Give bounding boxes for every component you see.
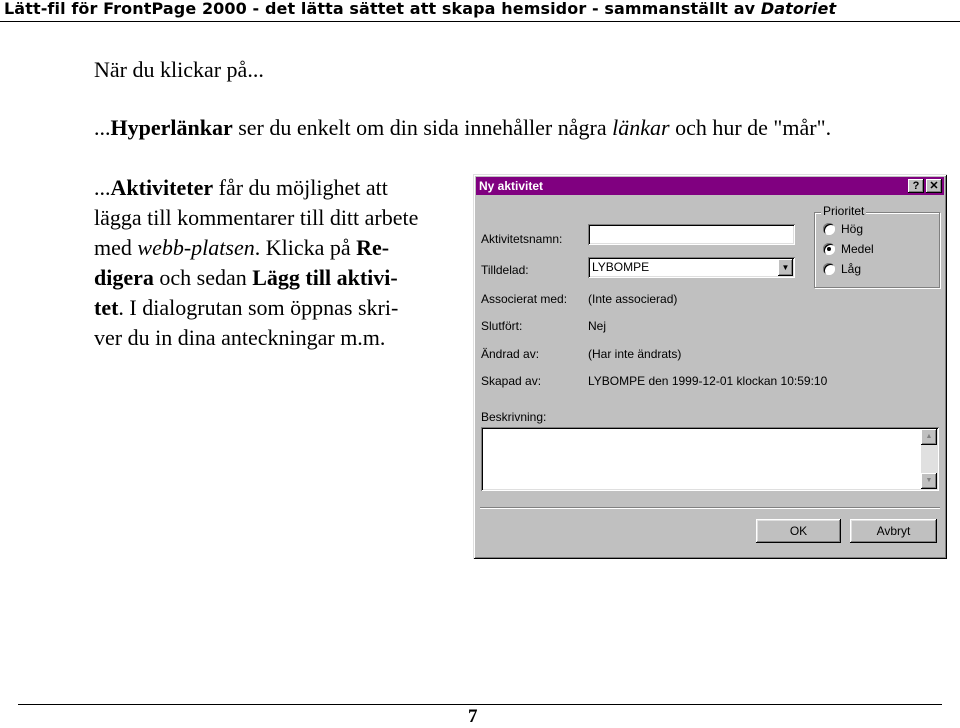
assigned-value: LYBOMPE xyxy=(592,260,650,274)
p1-italic: länkar xyxy=(612,115,670,140)
completed-value: Nej xyxy=(588,319,607,333)
p2-bold: Aktiviteter xyxy=(110,175,214,200)
p2-line-1 xyxy=(94,173,418,203)
priority-label: Prioritet xyxy=(823,204,865,218)
p2-l4-text: och sedan xyxy=(153,265,253,290)
p2-l4-bold: digera xyxy=(94,265,154,290)
description-scrollbar[interactable] xyxy=(921,429,937,489)
priority-medium-label[interactable]: Medel xyxy=(841,242,874,256)
scroll-down-icon[interactable]: ▼ xyxy=(921,473,937,489)
p2-l4-bold2: Lägg till aktivi- xyxy=(252,265,398,290)
header-brand: Datoriet xyxy=(760,0,837,18)
activity-name-input[interactable] xyxy=(588,224,795,245)
p2-line-3 xyxy=(94,233,418,263)
assigned-select[interactable] xyxy=(588,257,795,278)
dialog-title: Ny aktivitet xyxy=(479,179,544,193)
cancel-button[interactable]: Avbryt xyxy=(850,519,937,543)
p1-mid: ser du enkelt om din sida innehåller några xyxy=(232,115,613,140)
created-value: LYBOMPE den 1999-12-01 klockan 10:59:10 xyxy=(588,374,828,388)
completed-label: Slutfört: xyxy=(481,319,523,333)
page-header xyxy=(0,0,960,22)
activities-paragraph xyxy=(94,173,418,353)
p2-l5-text: . I dialogrutan som öppnas skri- xyxy=(118,295,399,320)
assigned-label: Tilldelad: xyxy=(481,263,529,277)
new-activity-dialog xyxy=(473,174,947,559)
p2-l1-text: får du möjlighet att xyxy=(213,175,388,200)
priority-low-radio[interactable] xyxy=(823,263,835,275)
p1-prefix: ... xyxy=(94,115,111,140)
description-label: Beskrivning: xyxy=(481,410,547,424)
hyperlinks-paragraph xyxy=(94,113,831,143)
modified-value: (Har inte ändrats) xyxy=(588,347,682,361)
p2-prefix: ... xyxy=(94,175,111,200)
dialog-separator xyxy=(480,507,940,508)
associated-label: Associerat med: xyxy=(481,292,568,306)
footer-rule xyxy=(18,704,942,705)
p2-line-6: ver du in dina anteckningar m.m. xyxy=(94,325,386,350)
p2-l3-bold: Re- xyxy=(356,235,390,260)
priority-high-label[interactable]: Hög xyxy=(841,222,864,236)
dialog-titlebar xyxy=(476,177,944,195)
ok-button[interactable]: OK xyxy=(756,519,841,543)
priority-high-radio[interactable] xyxy=(823,223,835,235)
chevron-down-icon[interactable]: ▼ xyxy=(778,259,793,276)
p2-line-5 xyxy=(94,293,418,323)
p2-l3-italic: webb-platsen xyxy=(137,235,255,260)
p2-l5-bold: tet xyxy=(94,295,119,320)
activity-name-label: Aktivitetsnamn: xyxy=(481,232,563,246)
priority-medium-radio[interactable] xyxy=(823,243,835,255)
page-number: 7 xyxy=(468,706,478,727)
intro-text: När du klickar på... xyxy=(94,57,264,82)
associated-value: (Inte associerad) xyxy=(588,292,678,306)
description-textarea[interactable] xyxy=(481,427,939,491)
p2-l3-text: med xyxy=(94,235,138,260)
modified-label: Ändrad av: xyxy=(481,347,540,361)
header-title xyxy=(4,0,836,18)
priority-group xyxy=(814,204,940,288)
p2-line-2: lägga till kommentarer till ditt arbete xyxy=(94,205,419,230)
p2-line-4 xyxy=(94,263,418,293)
header-rule xyxy=(0,21,960,22)
p2-l3-text2: . Klicka på xyxy=(254,235,357,260)
scroll-up-icon[interactable]: ▲ xyxy=(921,429,937,445)
help-button[interactable]: ? xyxy=(908,179,924,193)
p1-suffix: och hur de "mår". xyxy=(669,115,832,140)
priority-low-label[interactable]: Låg xyxy=(841,262,862,276)
header-title-text: Lätt-fil för FrontPage 2000 - det lätta sättet att skapa hemsidor - sammanställt av xyxy=(4,0,761,18)
created-label: Skapad av: xyxy=(481,374,542,388)
p1-bold: Hyperlänkar xyxy=(110,115,233,140)
close-button[interactable]: ✕ xyxy=(926,179,942,193)
